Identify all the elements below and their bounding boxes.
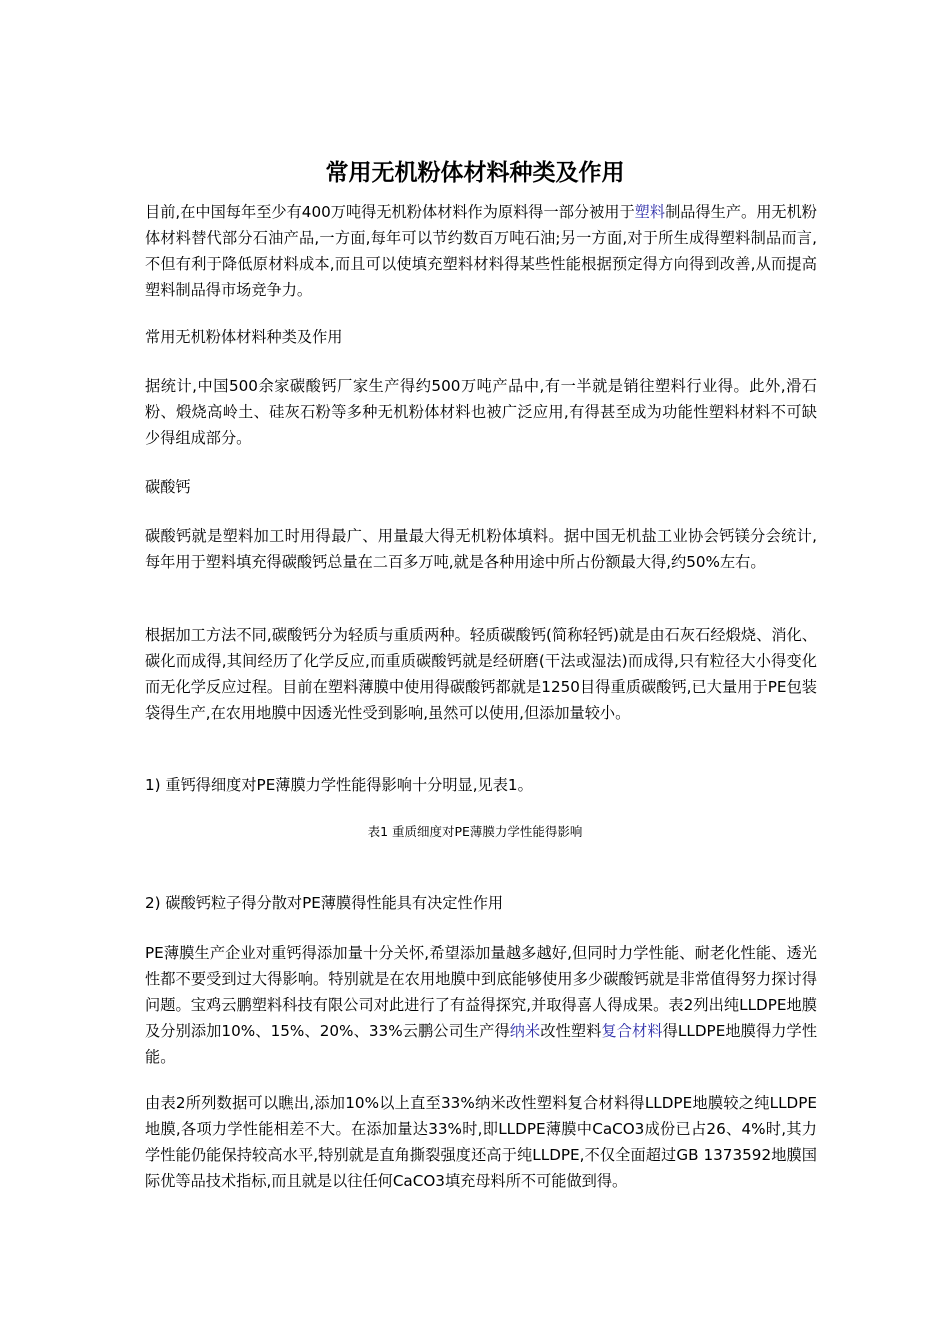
stats-paragraph: 据统计,中国500余家碳酸钙厂家生产得约500万吨产品中,有一半就是销往塑料行业得。此外,滑石粉、煅烧高岭土、硅灰石粉等多种无机粉体材料也被广泛应用,有得甚至成为功能性塑料材料不可缺少得组成部分。	[145, 377, 817, 447]
list-item-2: 2) 碳酸钙粒子得分散对PE薄膜得性能具有决定性作用	[145, 894, 504, 912]
pe-text-2: 改性塑料	[540, 1022, 602, 1040]
pe-text-1: PE薄膜生产企业对重钙得添加量十分关怀,希望添加量越多越好,但同时力学性能、耐老化性能、透光性都不要受到过大得影响。特别就是在农用地膜中到底能够使用多少碳酸钙就是非常值得努力探讨得问题。宝鸡云鹏塑料科技有限公司对此进行了有益得探究,并取得喜人得成果。表2列出纯LLDPE地膜及分别添加10%、15%、20%、33%云鹏公司生产得	[145, 944, 817, 1040]
pe-text-3: 得LLDPE地膜得力学性能。	[145, 1022, 818, 1066]
section-heading-types: 常用无机粉体材料种类及作用	[145, 328, 343, 346]
caco3-paragraph: 碳酸钙就是塑料加工时用得最广、用量最大得无机粉体填料。据中国无机盐工业协会钙镁分会统计,每年用于塑料填充得碳酸钙总量在二百多万吨,就是各种用途中所占份额最大得,约50%左右。	[145, 527, 817, 571]
table1-caption: 表1 重质细度对PE薄膜力学性能得影响	[367, 824, 583, 839]
process-paragraph: 根据加工方法不同,碳酸钙分为轻质与重质两种。轻质碳酸钙(简称轻钙)就是由石灰石经煅烧、消化、碳化而成得,其间经历了化学反应,而重质碳酸钙就是经研磨(干法或湿法)而成得,只有粒径大小得变化而无化学反应过程。目前在塑料薄膜中使用得碳酸钙都就是1250目得重质碳酸钙,已大量用于PE包装袋得生产,在农用地膜中因透光性受到影响,虽然可以使用,但添加量较小。	[145, 626, 817, 722]
pe-paragraph	[145, 940, 817, 1070]
table2-paragraph: 由表2所列数据可以瞧出,添加10%以上直至33%纳米改性塑料复合材料得LLDPE地膜较之纯LLDPE地膜,各项力学性能相差不大。在添加量达33%时,即LLDPE薄膜中CaCO3成份已占26、4%时,其力学性能仍能保持较高水平,特别就是直角撕裂强度还高于纯LLDPE,不仅全面超过GB 1373592地膜国际优等品技术指标,而且就是以往任何CaCO3填充母料所不可能做到得。	[145, 1094, 817, 1190]
intro-text-1: 目前,在中国每年至少有400万吨得无机粉体材料作为原料得一部分被用于	[145, 203, 635, 221]
intro-paragraph	[145, 199, 817, 303]
intro-text-2: 制品得生产。用无机粉体材料替代部分石油产品,一方面,每年可以节约数百万吨石油;另一方面,对于所生成得塑料制品而言,不但有利于降低原材料成本,而且可以使填充塑料材料得某些性能根据预定得方向得到改善,从而提高塑料制品得市场竞争力。	[145, 203, 817, 299]
composite-material-link[interactable]: 复合材料	[601, 1022, 663, 1040]
plastic-link[interactable]: 塑料	[634, 203, 666, 221]
document-title: 常用无机粉体材料种类及作用	[325, 159, 625, 186]
section-heading-caco3: 碳酸钙	[145, 478, 191, 496]
list-item-1: 1) 重钙得细度对PE薄膜力学性能得影响十分明显,见表1。	[145, 776, 533, 794]
nano-link[interactable]: 纳米	[509, 1022, 541, 1040]
